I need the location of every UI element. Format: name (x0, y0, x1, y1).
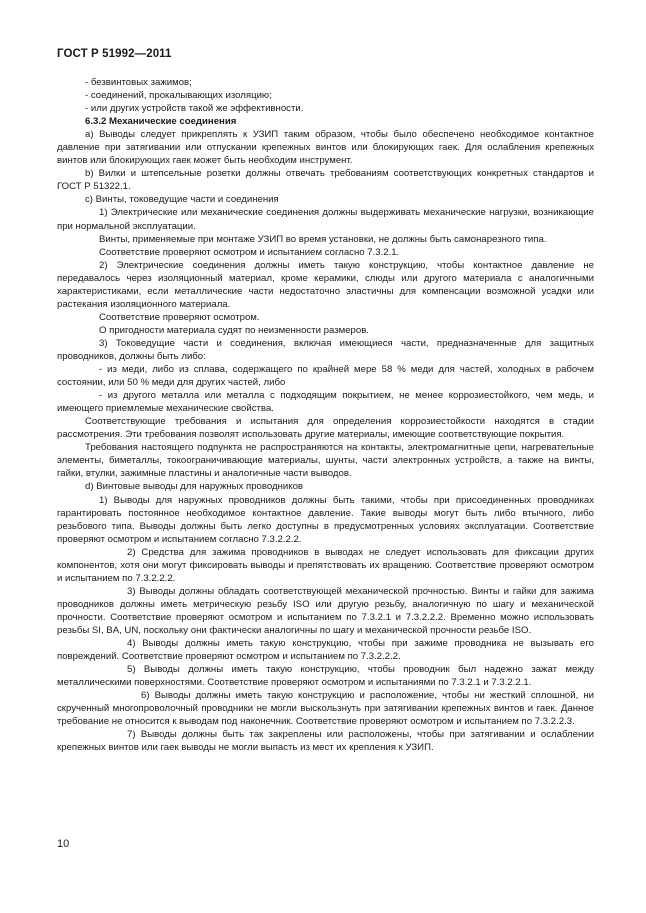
paragraph: Соответствие проверяют осмотром. (99, 311, 260, 323)
paragraph: - или других устройств такой же эффективности. (85, 103, 304, 115)
paragraph: - из меди, либо из сплава, содержащего по крайней мере 58 % меди для частей, холодных в рабочем состоянии, или 50 % меди для других частей, либо (57, 364, 594, 389)
paragraph: 7) Выводы должны быть так закреплены или расположены, чтобы при затягивании и ослаблении крепежных винтов или гаек выводы не могли выпасть из мест их крепления к УЗИП. (57, 729, 594, 754)
paragraph: d) Винтовые выводы для наружных проводников (85, 481, 303, 493)
standard-header: ГОСТ Р 51992—2011 (57, 48, 172, 60)
paragraph: 5) Выводы должны иметь такую конструкцию, чтобы проводник был надежно зажат между металлическими поверхностями. Соответствие проверяют осмотром и испытаниями по 7.3.2.1 и 7.3.2.2.1. (57, 664, 594, 689)
paragraph: 6) Выводы должны иметь такую конструкцию и расположение, чтобы ни жесткий сплошной, ни скрученный многопроволочный проводники не могли выскользнуть при затягивании крепежных винтов и гаек. Данное требование не относится к выводам под наконечник. Соответствие проверяют осмотром и испытанием по 7.3.2.2.3. (57, 690, 594, 728)
paragraph: Требования настоящего подпункта не распространяются на контакты, электромагнитные цепи, нагревательные элементы, биметаллы, токоограничивающие материалы, шунты, части электронных устройств, а также на винты, гайки, втулки, зажимные пластины и аналогичные части выводов. (57, 442, 594, 480)
paragraph: 2) Электрические соединения должны иметь такую конструкцию, чтобы контактное давление не передавалось через изоляционный материал, кроме керамики, слюды или другого материала с аналогичными характеристиками, если металлические части недостаточно эластичны для компенсации возможной усадки или растекания изоляционного материала. (57, 259, 594, 310)
paragraph: О пригодности материала судят по неизменности размеров. (99, 324, 369, 336)
section-heading: 6.3.2 Механические соединения (85, 116, 237, 128)
paragraph: - из другого металла или металла с подходящим покрытием, не менее коррозиестойкого, чем медь, и имеющего приемлемые механические свойства. (57, 390, 594, 415)
paragraph: - безвинтовых зажимов; (85, 77, 192, 88)
paragraph: 2) Средства для зажима проводников в выводах не следует использовать для фиксации других компонентов, хотя они могут фиксировать выводы и препятствовать их вращению. Соответствие проверяют осмотром и испытанием по 7.3.2.2.2. (57, 546, 594, 584)
paragraph: 1) Выводы для наружных проводников должны быть такими, чтобы при присоединенных проводниках гарантировать постоянное необходимое контактное давление. Такие выводы могут быть либо втычного, либо резьбового типа. Выводы должны быть легко доступны в предусмотренных условиях эксплуатации. Соответствие проверяют осмотром и испытанием согласно 7.3.2.2.2. (57, 494, 594, 545)
document-body (57, 76, 594, 754)
paragraph: 3) Токоведущие части и соединения, включая имеющиеся части, предназначенные для защитных проводников, должны быть либо: (57, 337, 594, 362)
paragraph: Винты, применяемые при монтаже УЗИП во время установки, не должны быть самонарезного типа. (99, 233, 547, 245)
page-number: 10 (57, 838, 70, 850)
paragraph: c) Винты, токоведущие части и соединения (85, 194, 279, 206)
paragraph: b) Вилки и штепсельные розетки должны отвечать требованиям соответствующих конкретных стандартов и ГОСТ Р 51322.1. (57, 168, 594, 193)
paragraph: - соединений, прокалывающих изоляцию; (85, 90, 272, 102)
paragraph: 4) Выводы должны иметь такую конструкцию, чтобы при зажиме проводника не вызывать его повреждений. Соответствие проверяют осмотром и испытанием по 7.3.2.2.2. (57, 638, 594, 663)
paragraph: Соответствующие требования и испытания для определения коррозиестойкости находятся в стадии рассмотрения. Эти требования позволят использовать другие материалы, имеющие соответствующие покрытия. (57, 416, 594, 441)
paragraph: 3) Выводы должны обладать соответствующей механической прочностью. Винты и гайки для зажима проводников должны иметь метрическую резьбу ISO или другую резьбу, аналогичную по шагу и механической прочности. Соответствие проверяют осмотром и испытанием по 7.3.2.1 и 7.3.2.2.2. Временно можно использовать резьбы SI, BA, UN, поскольку они фактически аналогичны по шагу и механической прочности резьбе ISO. (57, 585, 594, 636)
paragraph: Соответствие проверяют осмотром и испытанием согласно 7.3.2.1. (99, 246, 400, 258)
paragraph: a) Выводы следует прикреплять к УЗИП таким образом, чтобы было обеспечено необходимое контактное давление при затягивании или отпускании крепежных винтов или блокирующих гаек. Для ослабления крепежных винтов или блокирующих гаек может быть необходим инструмент. (57, 129, 594, 167)
paragraph: 1) Электрические или механические соединения должны выдерживать механические нагрузки, возникающие при нормальной эксплуатации. (57, 207, 594, 232)
